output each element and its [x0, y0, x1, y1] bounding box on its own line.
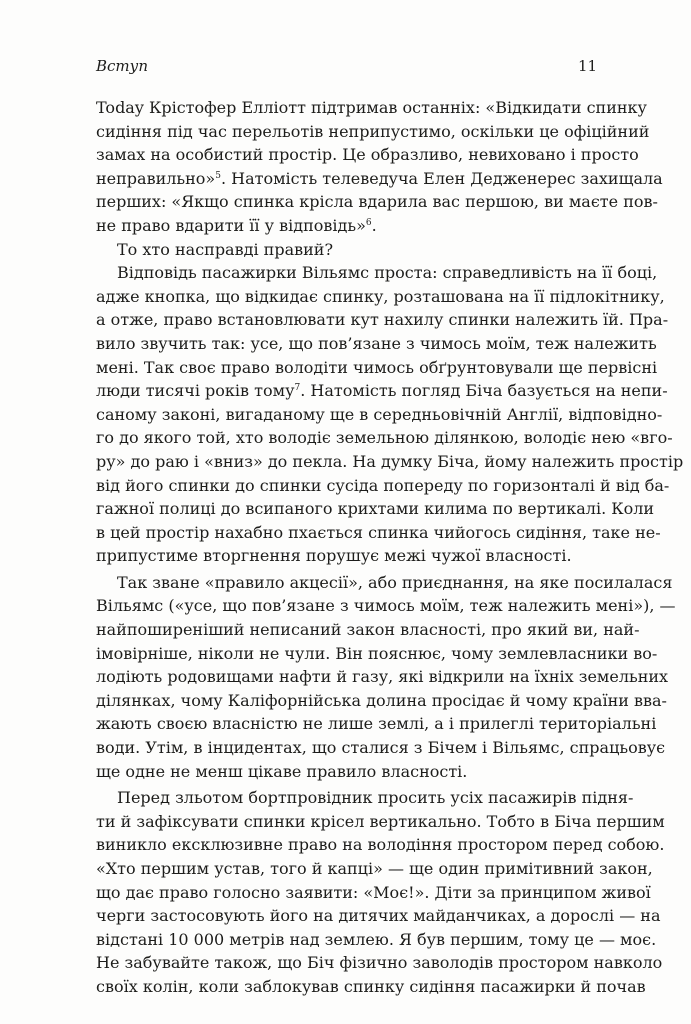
- line-text: припустиме вторгнення порушує межі чужої власності.: [96, 546, 572, 566]
- paragraph: [96, 786, 665, 998]
- text-line: [96, 332, 657, 356]
- text-line: [96, 474, 670, 498]
- line-text: імовірніше, ніколи не чули. Він пояснює, чому землевласники во-: [96, 643, 658, 663]
- paragraph: [96, 571, 676, 783]
- text-line: [96, 308, 669, 332]
- line-text: ділянках, чому Каліфорнійська долина просідає й чому країни вва-: [96, 690, 667, 710]
- text-line: [96, 497, 655, 521]
- text-line: [96, 928, 657, 952]
- text-line: [96, 285, 665, 309]
- text-line: [96, 689, 667, 713]
- line-text: саному законі, вигаданому ще в середньовічній Англії, відповідно-: [96, 404, 663, 424]
- text-line: [96, 881, 651, 905]
- line-text: Так зване «правило акцесії», або приєднання, на яке посилалася: [117, 572, 673, 592]
- text-line: [96, 857, 653, 881]
- text-line: [96, 665, 669, 689]
- line-text: що дає право голосно заявити: «Моє!». Діти за принципом живої: [96, 882, 651, 902]
- line-text: від його спинки до спинки сусіда попереду по горизонталі й від ба-: [96, 475, 670, 495]
- line-text: гажної полиці до всипаного крихтами килима по вертикалі. Коли: [96, 499, 655, 519]
- line-text: «Хто першим устав, того й капці» — ще один примітивний закон,: [96, 859, 653, 878]
- line-text: води. Утім, в інцидентах, що сталися з Бічем і Вільямс, спрацьовує: [96, 738, 666, 758]
- text-line: [96, 238, 595, 262]
- running-head: Вступ: [96, 57, 149, 75]
- line-text: черги застосовують його на дитячих майданчиках, а дорослі — на: [96, 906, 661, 926]
- text-line: [96, 96, 647, 120]
- line-text: неправильно»: [96, 168, 216, 188]
- text-line: [96, 167, 663, 191]
- line-text: . Натомість телеведуча Елен Дедженерес захищала: [220, 168, 663, 188]
- line-text: ще одне не менш цікаве правило власності.: [96, 761, 468, 781]
- paragraph: [96, 261, 684, 568]
- line-text: .: [371, 215, 377, 235]
- text-line: [96, 544, 595, 568]
- text-line: [96, 736, 666, 760]
- line-text: виникло ексклюзивне право на володіння простором перед собою.: [96, 835, 665, 855]
- text-line: [96, 450, 684, 474]
- text-line: [96, 214, 595, 238]
- text-line: [96, 951, 663, 975]
- text-line: [96, 521, 661, 545]
- line-text: . Натомість погляд Біча базується на непи-: [300, 381, 668, 401]
- text-line: [96, 426, 673, 450]
- text-line: [96, 810, 665, 834]
- body-text: [96, 96, 684, 999]
- line-text: ти й зафіксувати спинки крісел вертикально. Тобто в Біча першим: [96, 811, 665, 831]
- text-line: [96, 833, 665, 857]
- text-line: [96, 760, 595, 784]
- text-line: [96, 712, 657, 736]
- line-text: замах на особистий простір. Це образливо, невиховано і просто: [96, 145, 639, 165]
- line-text: го до якого той, хто володіє земельною ділянкою, володіє нею «вго-: [96, 428, 673, 448]
- text-line: [96, 642, 658, 666]
- text-line: [96, 618, 640, 642]
- line-text: вило звучить так: усе, що пов’язане з чимось моїм, теж належить: [96, 333, 657, 353]
- line-text: Відповідь пасажирки Вільямс проста: справедливість на її боці,: [117, 263, 658, 283]
- line-text: а отже, право встановлювати кут нахилу спинки належить їй. Пра-: [96, 310, 669, 330]
- text-line: [96, 571, 673, 595]
- text-line: [96, 904, 661, 928]
- text-line: [96, 379, 668, 403]
- text-line: [96, 120, 650, 144]
- line-text: не право вдарити її у відповідь»: [96, 215, 366, 235]
- line-text: Today Крістофер Еллiотт підтримав останніх: «Відкидати спинку: [96, 98, 647, 117]
- text-line: [96, 190, 658, 214]
- footnote-marker: 5: [215, 170, 221, 181]
- text-line: [96, 786, 634, 810]
- line-text: Не забувайте також, що Біч фізично заволодів простором навколо: [96, 953, 663, 973]
- footnote-marker: 6: [365, 217, 372, 228]
- text-line: [96, 594, 676, 618]
- footnote-marker: 7: [294, 383, 301, 394]
- line-text: сидіння під час перельотів неприпустимо, оскільки це офіційний: [96, 121, 650, 141]
- line-text: То хто насправді правий?: [117, 239, 334, 259]
- line-text: в цей простір нахабно пхається спинка чийогось сидіння, таке не-: [96, 522, 661, 542]
- text-line: [96, 975, 646, 999]
- line-text: Перед зльотом бортпровідник просить усіх пасажирів підня-: [117, 788, 634, 808]
- line-text: своїх колін, коли заблокував спинку сидіння пасажирки й почав: [96, 976, 646, 996]
- page-number: 11: [578, 57, 598, 75]
- line-text: жають своєю власністю не лише землі, а і прилеглі територіальні: [96, 714, 657, 734]
- line-text: адже кнопка, що відкидає спинку, розташована на її підлокітнику,: [96, 286, 665, 306]
- text-line: [96, 261, 658, 285]
- line-text: перших: «Якщо спинка крісла вдарила вас першою, ви маєте пов-: [96, 192, 658, 212]
- line-text: відстані 10 000 метрів над землею. Я був першим, тому це — моє.: [96, 929, 657, 949]
- text-line: [96, 143, 639, 167]
- text-line: [96, 356, 658, 380]
- line-text: найпоширеніший неписаний закон власності, про який ви, най-: [96, 620, 640, 640]
- paragraph: [96, 96, 663, 238]
- line-text: ру» до раю і «вниз» до пекла. На думку Біча, йому належить простір: [96, 451, 684, 471]
- line-text: мені. Так своє право володіти чимось обґрунтовували ще первісні: [96, 357, 658, 377]
- line-text: Вільямс («усе, що пов’язане з чимось моїм, теж належить мені»), —: [96, 596, 676, 616]
- line-text: лодіють родовищами нафти й газу, які відкрили на їхніх земельних: [96, 667, 669, 687]
- line-text: люди тисячі років тому: [96, 381, 295, 401]
- paragraph: [96, 238, 595, 262]
- text-line: [96, 403, 663, 427]
